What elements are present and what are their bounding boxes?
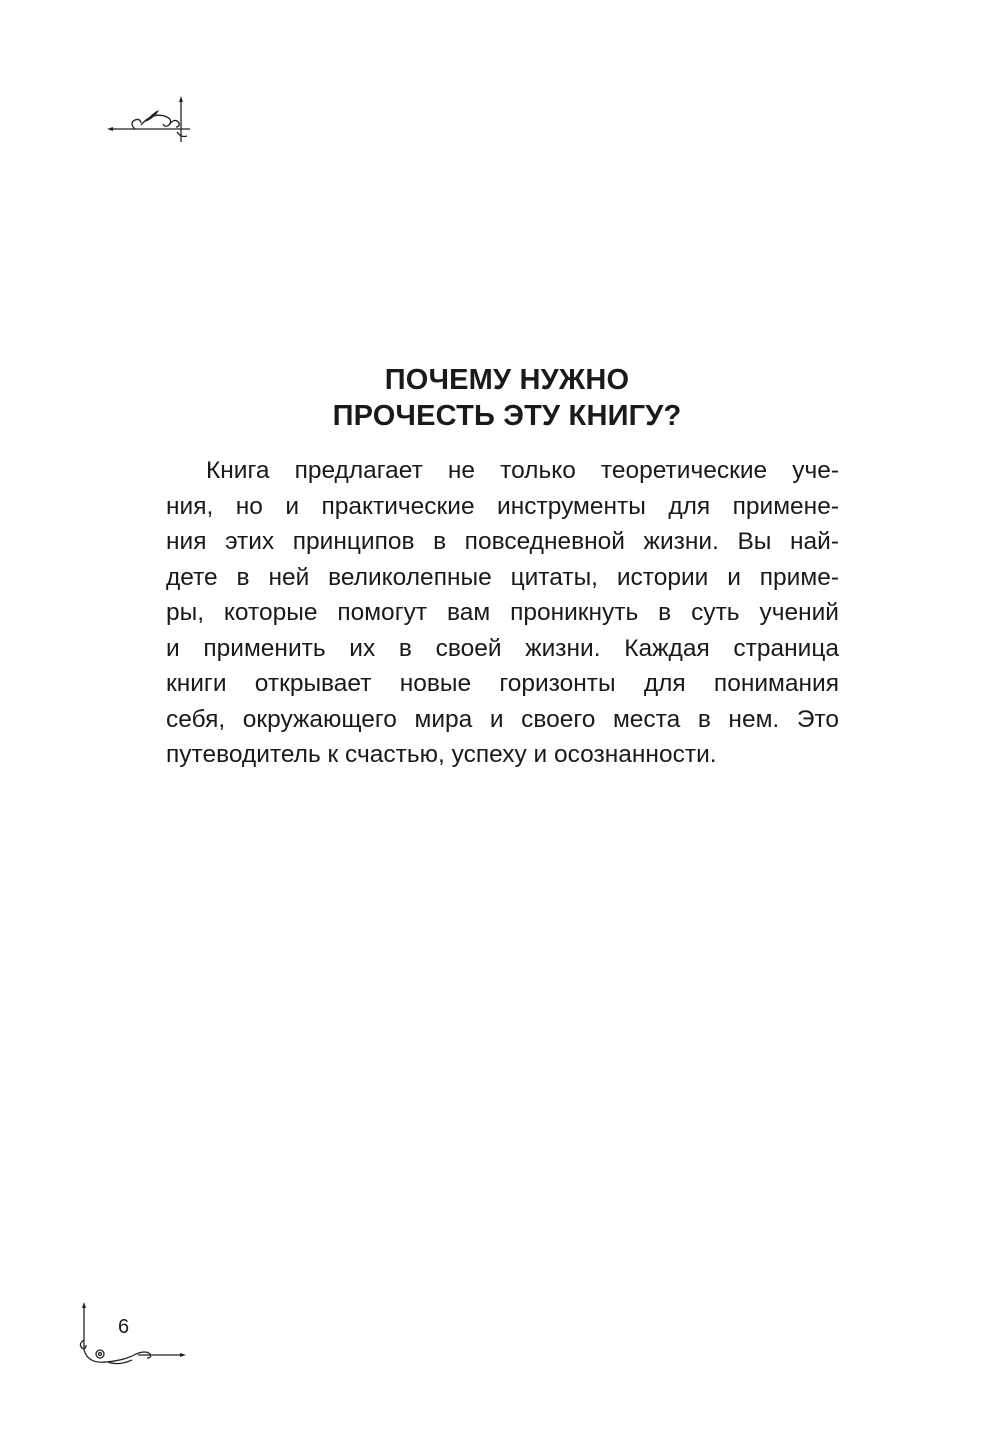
- title-line-2: ПРОЧЕСТЬ ЭТУ КНИГУ?: [332, 400, 682, 432]
- page-number: 6: [118, 1316, 130, 1338]
- paragraph-line: ния этих принципов в повседневной жизни. Вы най-: [166, 528, 839, 555]
- paragraph-line: дете в ней великолепные цитаты, истории и приме-: [166, 563, 839, 591]
- title-line-1: ПОЧЕМУ НУЖНО: [384, 364, 630, 396]
- paragraph-line: путеводитель к счастью, успеху и осознанности.: [166, 741, 717, 768]
- corner-ornament-icon: [105, 92, 200, 147]
- corner-ornament-flower-icon: [78, 1300, 188, 1370]
- paragraph-line: ры, которые помогут вам проникнуть в суть учений: [166, 599, 839, 626]
- body-paragraph: [166, 453, 839, 773]
- paragraph-line: Книга предлагает не только теоретические уче-: [206, 457, 839, 484]
- page-title: [0, 362, 987, 434]
- paragraph-line: себя, окружающего мира и своего места в нем. Это: [166, 705, 839, 733]
- paragraph-line: и применить их в своей жизни. Каждая страница: [166, 634, 839, 662]
- paragraph-line: ния, но и практические инструменты для примене-: [166, 492, 839, 520]
- paragraph-line: книги открывает новые горизонты для понимания: [166, 670, 839, 697]
